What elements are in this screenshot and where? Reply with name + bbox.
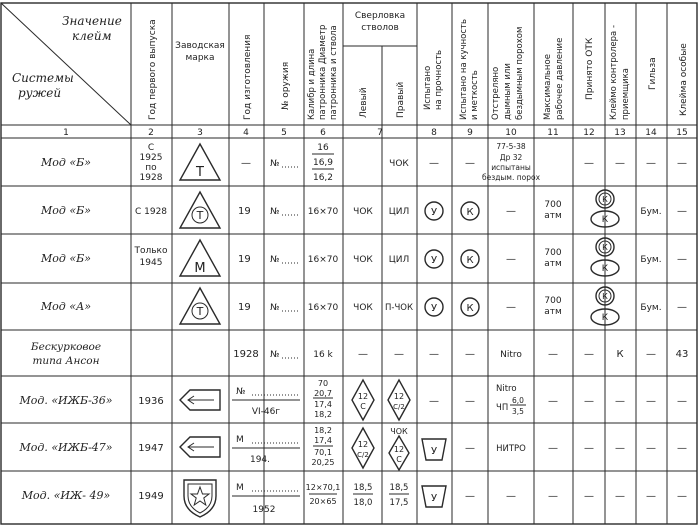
year-first: 1945 [139, 258, 163, 268]
svg-text:К: К [466, 207, 474, 218]
year-first: 1928 [139, 173, 163, 183]
year-first: Только [134, 246, 168, 256]
circle-k-stamp-icon [461, 202, 479, 220]
year-first: по [145, 163, 157, 173]
pressure: атм [544, 211, 562, 221]
header-powder-1: Отстреляно [491, 66, 501, 120]
powder-proof: испытаны [491, 163, 531, 172]
caliber: 17,4 [314, 436, 332, 445]
right-barrel: 17,5 [389, 498, 409, 508]
corner-bottom-1: Системы [12, 71, 74, 85]
table-row [30, 341, 688, 367]
svg-text:У: У [430, 207, 438, 218]
powder-proof: — [506, 302, 516, 313]
column-number: 7 [377, 128, 383, 138]
pressure: — [548, 491, 558, 502]
svg-text:С/2: С/2 [357, 451, 369, 459]
system-name: Мод. «ИЖ- 49» [21, 489, 111, 502]
header-year-first: Год первого выпуска [148, 19, 158, 120]
header-strength-1: Испытано [423, 65, 433, 110]
powder-proof: Nitro [496, 384, 517, 394]
year-made: 19 [238, 302, 251, 313]
right-barrel: ЧОК [390, 427, 408, 436]
left-barrel: ЧОК [353, 207, 373, 217]
system-name: Мод. «ИЖБ-36» [19, 394, 113, 407]
powder-proof: бездым. порох [481, 173, 541, 182]
system-name: Мод «Б» [41, 204, 91, 217]
year-made: 1928 [233, 349, 259, 360]
special: — [677, 206, 687, 217]
caliber: 17,4 [314, 400, 332, 409]
svg-text:12: 12 [357, 440, 369, 449]
header-case: Гильза [648, 57, 658, 90]
right-barrel: ЦИЛ [388, 207, 410, 217]
diamond-12c2-stamp-icon [388, 380, 410, 420]
controller: — [615, 158, 625, 169]
caliber: 16 [317, 143, 329, 153]
powder-proof: 3,5 [512, 407, 524, 416]
left-barrel: 18,0 [353, 498, 373, 508]
header-controller-2: приемщика [621, 68, 631, 120]
column-number: 11 [547, 128, 559, 138]
left-barrel: 18,5 [353, 483, 373, 493]
table-row [18, 379, 687, 420]
table-row [40, 287, 687, 325]
system-name: типа Ансон [32, 355, 100, 367]
column-number: 3 [197, 128, 203, 138]
column-number: 6 [320, 128, 326, 138]
svg-text:К: К [466, 303, 474, 314]
right-barrel: П-ЧОК [384, 303, 414, 313]
header-strength-2: на прочность [434, 49, 444, 110]
header-powder-3: бездымным порохом [515, 26, 525, 120]
svg-text:У: У [430, 255, 438, 266]
triangle-circle-t-mark-icon [180, 288, 220, 324]
column-number: 15 [676, 128, 688, 138]
controller: К [616, 349, 624, 360]
weapon-number: 1952 [252, 505, 276, 515]
circle-k-stamp-icon [461, 298, 479, 316]
header-drilling-1: Сверловка [354, 11, 406, 21]
header-factory-mark-2: марка [185, 53, 215, 63]
weapon-number: № [270, 159, 280, 169]
caliber: 16×70 [307, 207, 339, 217]
caliber: 70 [317, 379, 329, 388]
left-barrel: ЧОК [353, 303, 373, 313]
caliber: 70,1 [314, 448, 332, 457]
svg-text:К: К [602, 195, 608, 204]
caliber: 16×70 [307, 255, 339, 265]
pressure: — [548, 443, 558, 454]
svg-text:У: У [430, 493, 438, 504]
case: — [646, 349, 656, 360]
triangle-circle-t-mark-icon [180, 192, 220, 228]
system-name: Мод «Б» [41, 156, 91, 169]
system-name: Мод «А» [40, 300, 92, 313]
pressure: атм [544, 259, 562, 269]
powder-proof: — [506, 254, 516, 265]
svg-text:К: К [602, 292, 608, 301]
right-barrel: — [394, 349, 404, 360]
case: — [646, 491, 656, 502]
right-barrel: 18,5 [389, 483, 409, 493]
corner-bottom-2: ружей [18, 86, 62, 100]
special: — [677, 254, 687, 265]
column-number: 1 [63, 128, 69, 138]
case: Бум. [640, 255, 662, 265]
special: — [677, 158, 687, 169]
circle-u-stamp-icon [425, 250, 443, 268]
table-row [18, 426, 687, 470]
year-first: 1947 [138, 443, 164, 454]
diamond-12c-stamp-icon [352, 380, 374, 420]
special: — [677, 396, 687, 407]
weapon-number: № [270, 350, 280, 360]
otk: — [584, 158, 594, 169]
header-caliber-3: патронника и ствола [329, 25, 339, 120]
case: — [646, 443, 656, 454]
strength-test: — [429, 349, 439, 360]
powder-proof: 6,0 [512, 396, 524, 405]
table-row [40, 190, 687, 228]
circle-k-stamp-icon [461, 250, 479, 268]
caliber: 16,9 [312, 158, 334, 168]
left-barrel: — [358, 349, 368, 360]
case: — [646, 158, 656, 169]
caliber: 20,7 [314, 389, 332, 398]
special: — [677, 443, 687, 454]
corner-top-2: клейм [72, 29, 112, 43]
column-number: 13 [614, 128, 626, 138]
otk: — [584, 396, 594, 407]
column-number: 4 [243, 128, 249, 138]
diamond-12c-stamp-icon [389, 436, 409, 470]
year-made: 19 [238, 206, 251, 217]
table-row [40, 238, 687, 276]
year-first: 1936 [138, 396, 164, 407]
table-row [21, 480, 687, 517]
weapon-number: № [270, 303, 280, 313]
case: Бум. [640, 207, 662, 217]
caliber: 16×70 [307, 303, 339, 313]
case: Бум. [640, 303, 662, 313]
accuracy-test: — [465, 491, 475, 502]
triangle-t-mark-icon [180, 144, 220, 180]
svg-text:T: T [196, 305, 204, 318]
arrow-pentagon-mark-icon [180, 437, 220, 457]
system-name: Мод. «ИЖБ-47» [19, 441, 113, 454]
svg-text:12: 12 [393, 445, 405, 454]
weapon-number: 194. [249, 455, 271, 465]
strength-test: — [429, 158, 439, 169]
pressure: 700 [544, 248, 562, 258]
caliber: 18,2 [314, 410, 332, 419]
header-caliber-2: патронника Диаметр [318, 24, 328, 120]
powder-proof: НИТРО [496, 444, 526, 454]
svg-text:С: С [360, 402, 366, 411]
table-row [40, 142, 687, 183]
powder-proof: 77-5-38 [496, 142, 526, 151]
weapon-number: № [270, 255, 280, 265]
column-number: 5 [281, 128, 287, 138]
year-first: С [147, 143, 155, 153]
header-otk: Принято ОТК [585, 37, 595, 100]
year-first: 1925 [139, 153, 163, 163]
circle-u-stamp-icon [425, 298, 443, 316]
caliber: 18,2 [314, 426, 332, 435]
controller: — [615, 396, 625, 407]
accuracy-test: — [465, 158, 475, 169]
header [12, 11, 689, 120]
pressure: 700 [544, 200, 562, 210]
triangle-m-mark-icon [180, 240, 220, 276]
svg-text:12: 12 [393, 392, 405, 401]
shield-star-mark-icon [184, 480, 216, 517]
special: — [677, 491, 687, 502]
header-drilling-2: стволов [361, 23, 399, 33]
otk: — [584, 349, 594, 360]
powder-proof: — [506, 491, 516, 502]
header-pressure-2: рабочее давление [555, 37, 565, 120]
diamond-12c2-stamp-icon [352, 428, 374, 468]
caliber: 12×70,1 [305, 483, 341, 492]
column-number: 10 [505, 128, 517, 138]
year-made: 19 [238, 254, 251, 265]
double-circle-k-stamp-icon [591, 190, 619, 227]
year-made: М [236, 435, 244, 445]
column-number: 8 [431, 128, 437, 138]
svg-text:К: К [466, 255, 474, 266]
year-first: С 1928 [134, 207, 168, 217]
accuracy-test: — [465, 349, 475, 360]
caliber: 20,25 [311, 458, 335, 467]
header-left-barrel: Левый [359, 87, 369, 118]
header-accuracy-2: и меткость [470, 70, 480, 120]
svg-text:К: К [601, 313, 609, 323]
pressure: — [548, 396, 558, 407]
left-barrel: ЧОК [353, 255, 373, 265]
header-factory-mark-1: Заводская [175, 41, 225, 51]
special: — [677, 302, 687, 313]
system-name: Мод «Б» [41, 252, 91, 265]
otk: — [584, 443, 594, 454]
svg-text:У: У [430, 446, 438, 457]
year-made: — [241, 158, 251, 169]
svg-text:К: К [601, 264, 609, 274]
header-pressure-1: Максимальное [543, 54, 553, 120]
shield-u-stamp-icon [422, 439, 446, 460]
powder-proof: Др 32 [499, 153, 523, 162]
right-barrel: ЦИЛ [388, 255, 410, 265]
year-first: 1949 [138, 491, 164, 502]
header-right-barrel: Правый [396, 81, 406, 118]
header-controller-1: Клеймо контролера - [609, 24, 619, 120]
case: — [646, 396, 656, 407]
shield-u-stamp-icon [422, 486, 446, 507]
column-number: 2 [148, 128, 154, 138]
column-number: 12 [583, 128, 595, 138]
arrow-pentagon-mark-icon [180, 390, 220, 410]
caliber: 16,2 [312, 173, 334, 183]
pressure: 700 [544, 296, 562, 306]
svg-text:К: К [601, 215, 609, 225]
otk: — [584, 491, 594, 502]
svg-text:С: С [396, 455, 402, 464]
year-made: М [236, 483, 244, 493]
accuracy-test: — [465, 443, 475, 454]
svg-text:С/2: С/2 [393, 403, 405, 411]
svg-text:T: T [196, 209, 204, 222]
special: 43 [675, 349, 689, 360]
accuracy-test: — [465, 396, 475, 407]
header-caliber-1: Калибр и длина [307, 48, 317, 120]
powder-proof: ЧП [496, 403, 509, 413]
svg-text:М: М [194, 261, 206, 276]
header-accuracy-1: Испытано на кучность [459, 19, 469, 120]
circle-u-stamp-icon [425, 202, 443, 220]
powder-proof: Nitro [500, 350, 522, 360]
right-barrel: ЧОК [389, 159, 409, 169]
svg-text:У: У [430, 303, 438, 314]
caliber: 20×65 [309, 497, 337, 506]
corner-top-1: Значение [62, 14, 122, 28]
weapon-number: № [270, 207, 280, 217]
system-name: Бескурковое [30, 341, 102, 353]
header-special-marks: Клейма особые [679, 43, 689, 116]
header-year-made: Год изготовления [243, 34, 253, 120]
column-number: 14 [645, 128, 657, 138]
strength-test: — [429, 396, 439, 407]
svg-text:T: T [196, 165, 204, 180]
powder-proof: — [506, 206, 516, 217]
svg-text:К: К [602, 243, 608, 252]
caliber: 16 k [313, 350, 333, 360]
controller: — [615, 443, 625, 454]
svg-text:12: 12 [357, 392, 369, 401]
pressure: атм [544, 307, 562, 317]
header-weapon-number: № оружия [281, 61, 291, 110]
weapon-number: VI-46г [251, 407, 281, 417]
pressure: — [548, 349, 558, 360]
year-made: № [236, 387, 246, 397]
column-number: 9 [467, 128, 473, 138]
header-powder-2: дымным или [503, 63, 513, 120]
column-numbers [63, 128, 688, 138]
controller: — [615, 491, 625, 502]
